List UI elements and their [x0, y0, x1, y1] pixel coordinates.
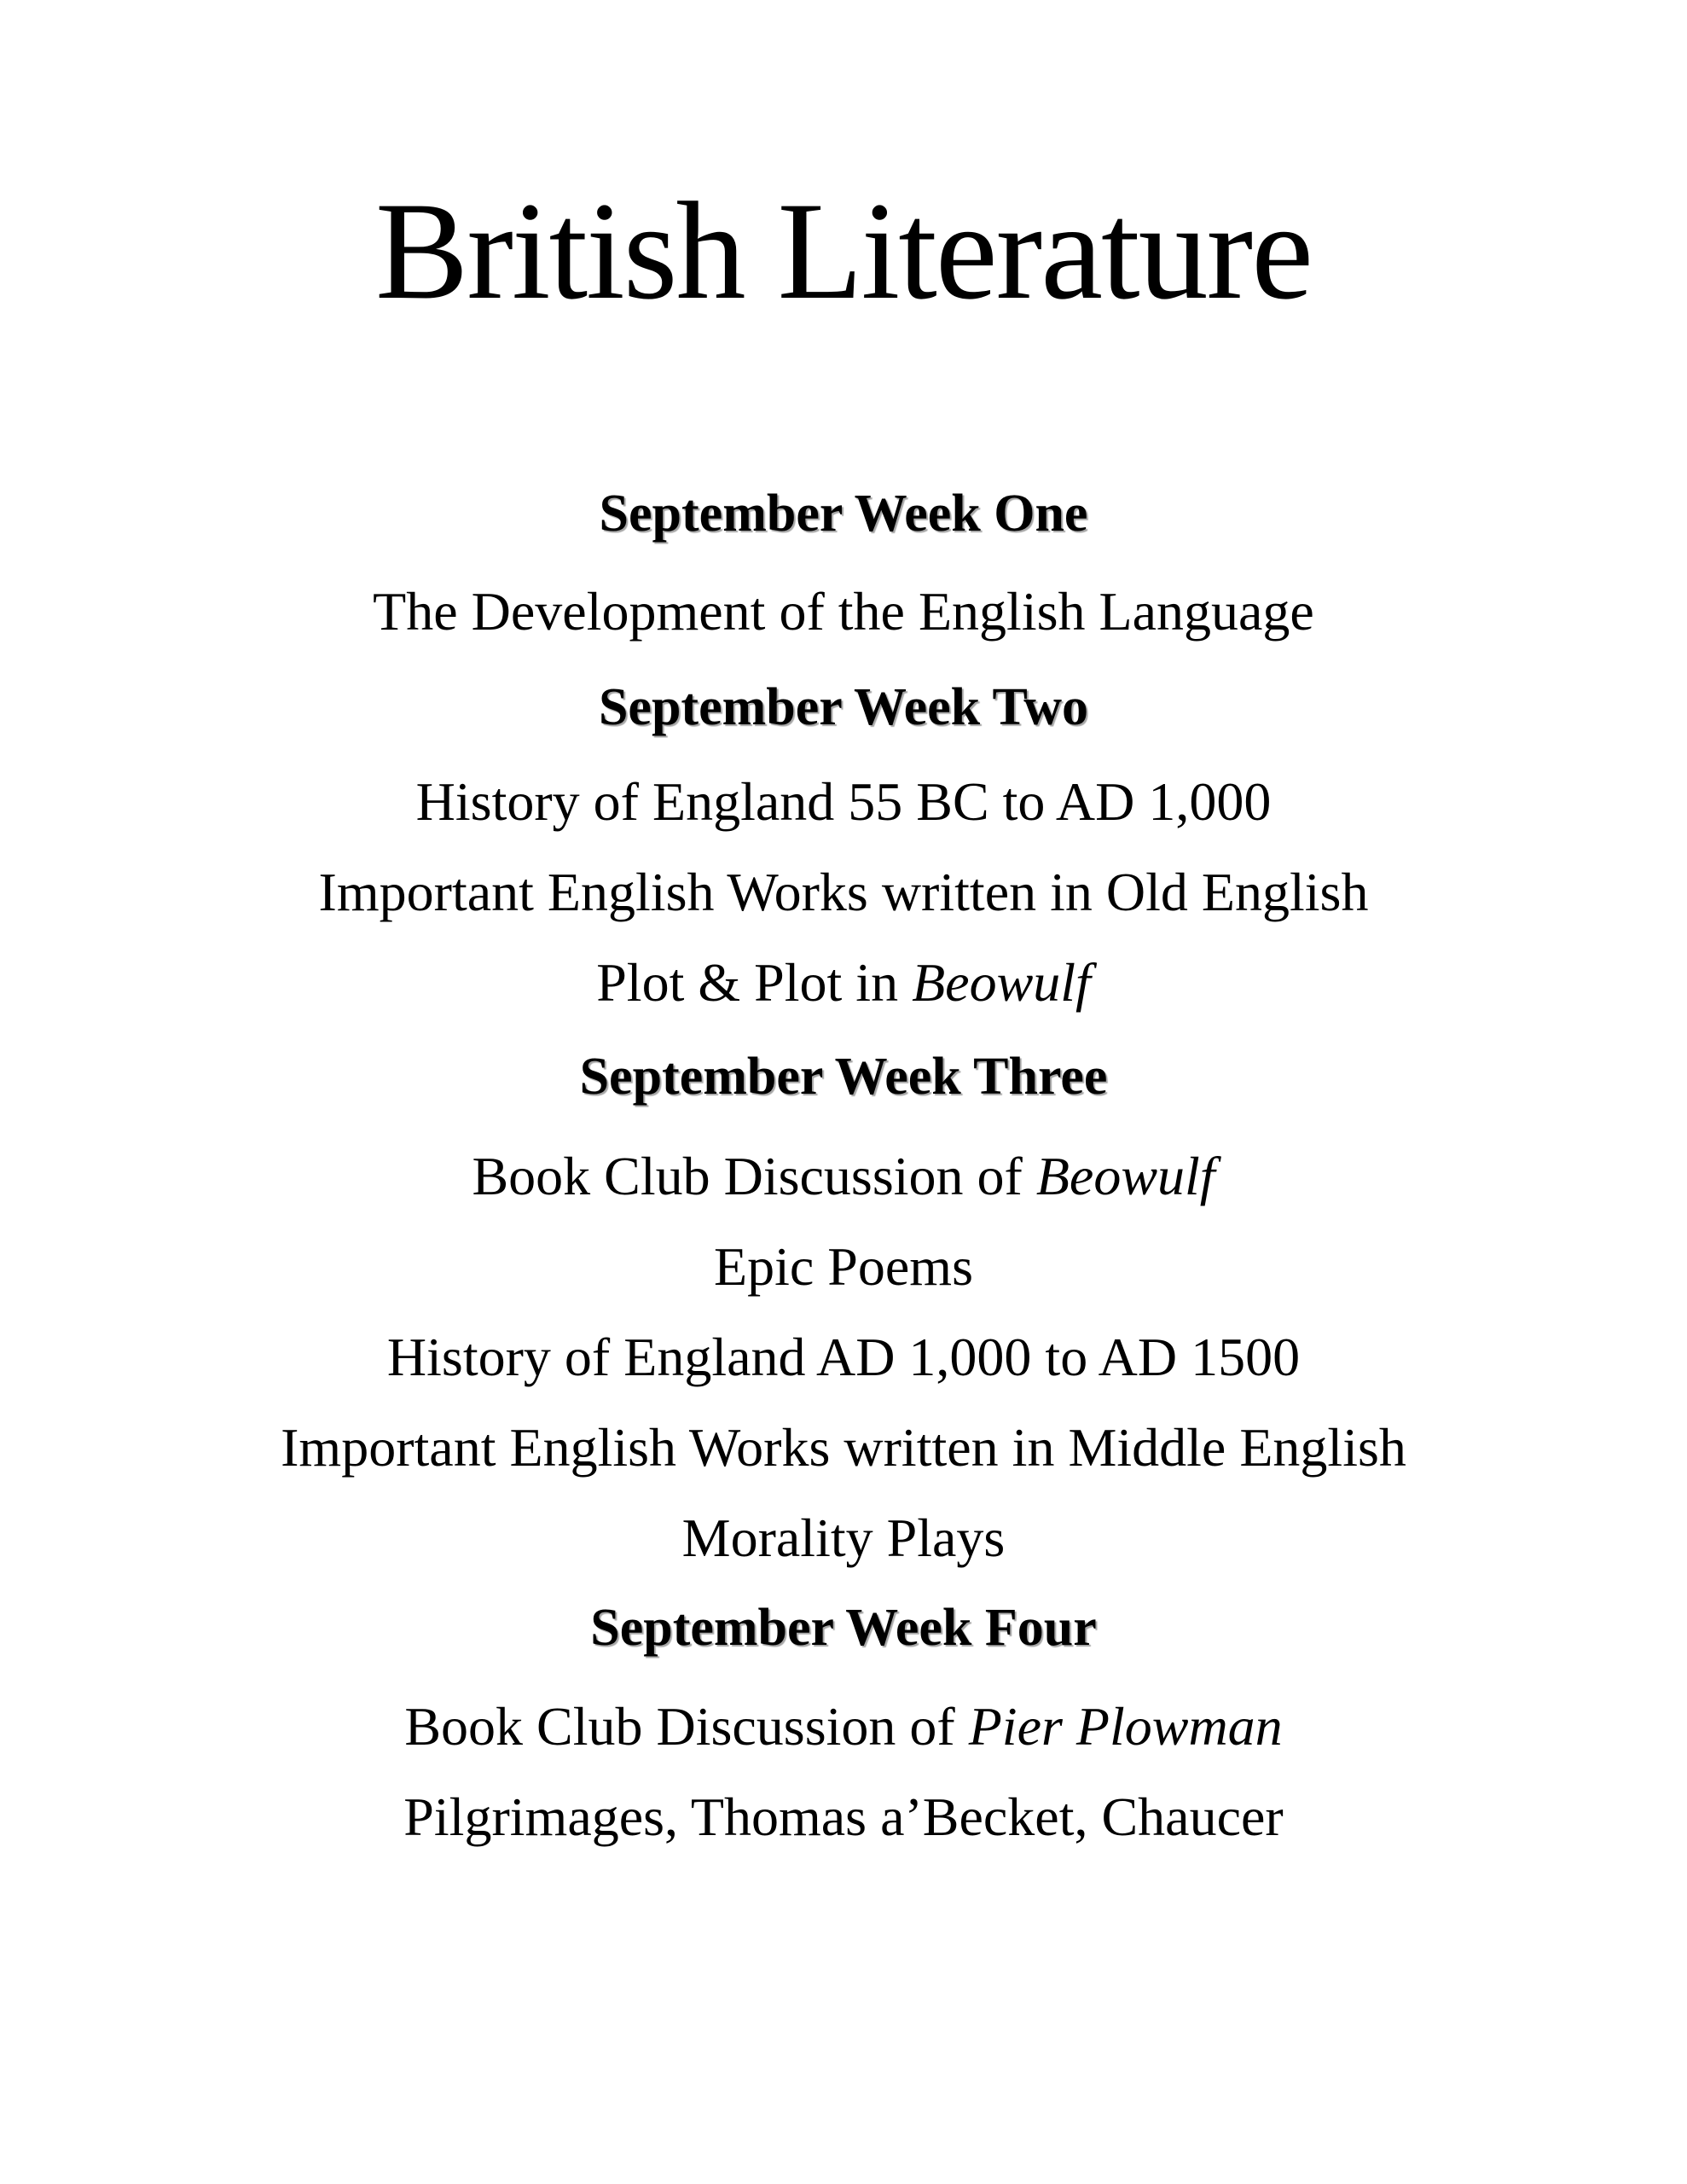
week-three-topic-5 — [0, 1508, 1687, 1568]
week-two-topic-2 — [0, 863, 1687, 922]
week-three-topic-3 — [0, 1327, 1687, 1387]
week-two-topic-3 — [0, 953, 1687, 1013]
work-title-beowulf: Beowulf — [912, 952, 1091, 1013]
document-title: British Literature — [375, 174, 1312, 328]
topic-text: Plot & Plot in — [596, 952, 913, 1013]
topic-text: Important English Works written in Middle English — [281, 1417, 1406, 1478]
topic-text: History of England 55 BC to AD 1,000 — [415, 771, 1272, 832]
topic-text: Important English Works written in Old English — [318, 862, 1369, 922]
week-one-topic-1 — [0, 582, 1687, 642]
week-four-heading: September Week Four — [590, 1599, 1097, 1657]
week-three-topic-2 — [0, 1237, 1687, 1297]
week-one-heading: September Week One — [599, 485, 1088, 543]
week-two-topic-1 — [0, 772, 1687, 832]
work-title-beowulf: Beowulf — [1035, 1146, 1215, 1206]
topic-text: History of England AD 1,000 to AD 1500 — [386, 1327, 1301, 1387]
week-four-topic-1 — [0, 1697, 1687, 1757]
week-four-topic-2 — [0, 1787, 1687, 1847]
topic-text: Book Club Discussion of — [472, 1146, 1036, 1206]
topic-text: Epic Poems — [714, 1236, 973, 1297]
week-two-heading: September Week Two — [598, 678, 1089, 736]
topic-text: Pilgrimages, Thomas a’Becket, Chaucer — [403, 1786, 1284, 1847]
week-three-heading: September Week Three — [579, 1048, 1108, 1106]
week-three-topic-4 — [0, 1418, 1687, 1478]
topic-text: Book Club Discussion of — [404, 1696, 969, 1757]
work-title-pier-plowman: Pier Plowman — [968, 1696, 1283, 1757]
topic-text: The Development of the English Language — [373, 581, 1314, 642]
week-three-topic-1 — [0, 1147, 1687, 1206]
topic-text: Morality Plays — [681, 1507, 1006, 1568]
